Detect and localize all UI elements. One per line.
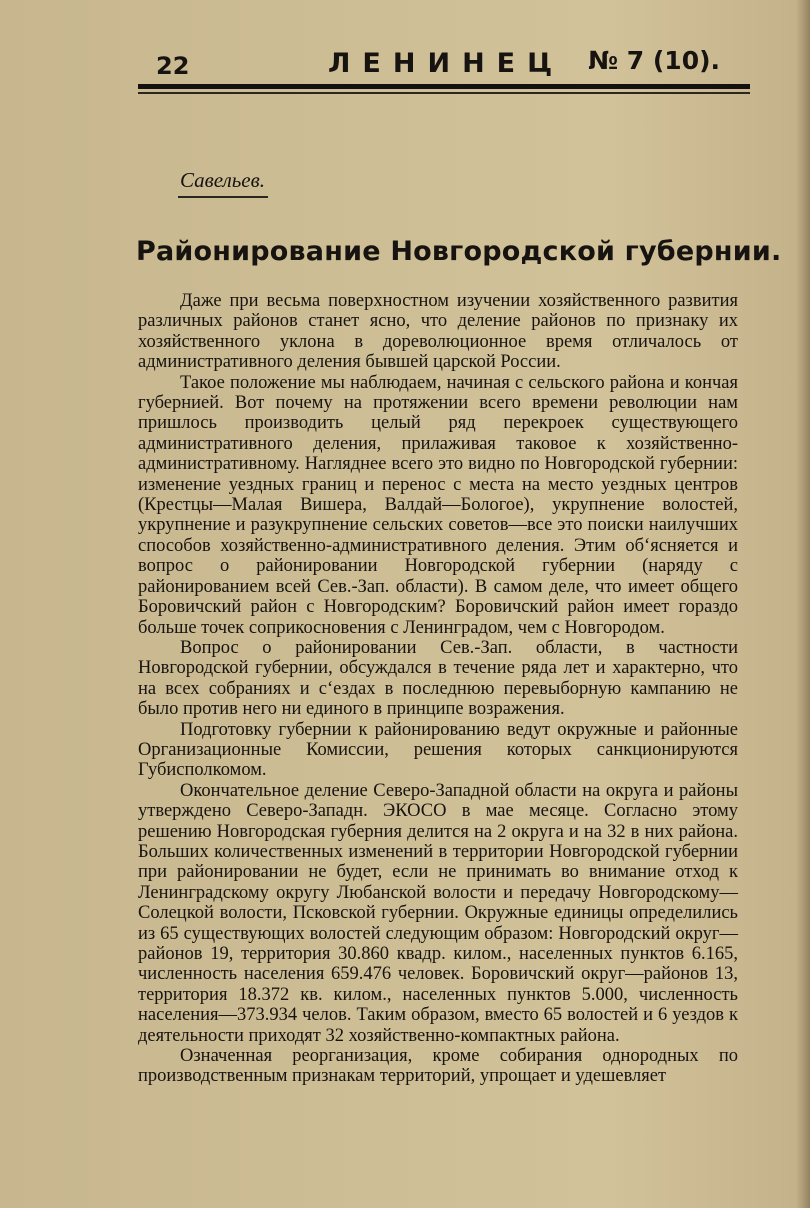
page-edge-shadow: [796, 0, 810, 1208]
paragraph: Даже при весьма поверхностном изучении хозяйственного развития различных районов станет ясно, что деление районов по признаку их хозяйственного уклона в дореволюционное время отличалось от административного деления бывшей царской России.: [138, 291, 738, 373]
page-number: 22: [156, 52, 190, 80]
header-rule-thin: [138, 92, 750, 94]
header-rule-thick: [138, 84, 750, 89]
paragraph: Подготовку губернии к районированию ведут окружные и районные Организационные Комиссии, решения которых санкционируются Губисполкомом.: [138, 719, 738, 781]
author-underline: [178, 196, 268, 198]
article-body: [138, 291, 738, 1087]
paragraph: Означенная реорганизация, кроме собирания однородных по производственным признакам территорий, упрощает и удешевляет: [138, 1046, 738, 1087]
journal-title: ЛЕНИНЕЦ: [328, 48, 565, 79]
paragraph: Окончательное деление Северо-Западной области на округа и районы утверждено Северо-Западн. ЭКОСО в мае месяце. Согласно этому решению Новгородская губерния делится на 2 округа и на 32 в них района. Больших количественных изменений в территории Новгородской губернии при районировании не будет, если не принимать во внимание отход к Ленинградскому округу Любанской волости и передачу Новгородскому—Солецкой волости, Псковской губернии. Окружные единицы определились из 65 существующих волостей следующим образом: Новгородский округ—районов 19, территория 30.860 квадр. килом., населенных пунктов 6.165, численность населения 659.476 человек. Боровичский округ—районов 13, территория 18.372 кв. килом., населенных пунктов 5.000, численность населения—373.934 челов. Таким образом, вместо 65 волостей и 6 уездов к деятельности приходят 32 хозяйственно-компактных района.: [138, 780, 738, 1046]
paragraph: Вопрос о районировании Сев.-Зап. области, в частности Новгородской губернии, обсуждался в течение ряда лет и характерно, что на всех собраниях и с‘ездах в последнюю перевыборную кампанию не было против него ни единого в принципе возражения.: [138, 637, 738, 720]
paragraph: Такое положение мы наблюдаем, начиная с сельского района и кончая губернией. Вот почему на протяжении всего времени революции нам пришлось производить целый ряд перекроек существующего административного деления, прилаживая таковое к хозяйственно-административному. Нагляднее всего это видно по Новгородской губернии: изменение уездных границ и перенос с места на место уездных центров (Крестцы—Малая Вишера, Валдай—Бологое), укрупнение волостей, укрупнение и разукрупнение сельских советов—все это поиски наилучших способов хозяйственно-административного деления. Этим об‘ясняется и вопрос о районировании Новгородской губернии (наряду с районированием всей Сев.-Зап. области). В самом деле, что имеет общего Боровичский район с Новгородским? Боровичский район имеет гораздо больше точек соприкосновения с Ленинградом, чем с Новгородом.: [138, 372, 738, 638]
issue-number: № 7 (10).: [588, 46, 721, 75]
page-header: [148, 44, 748, 84]
article-title: Районирование Новгородской губернии.: [136, 236, 782, 267]
author-name: Савельев.: [180, 168, 265, 192]
